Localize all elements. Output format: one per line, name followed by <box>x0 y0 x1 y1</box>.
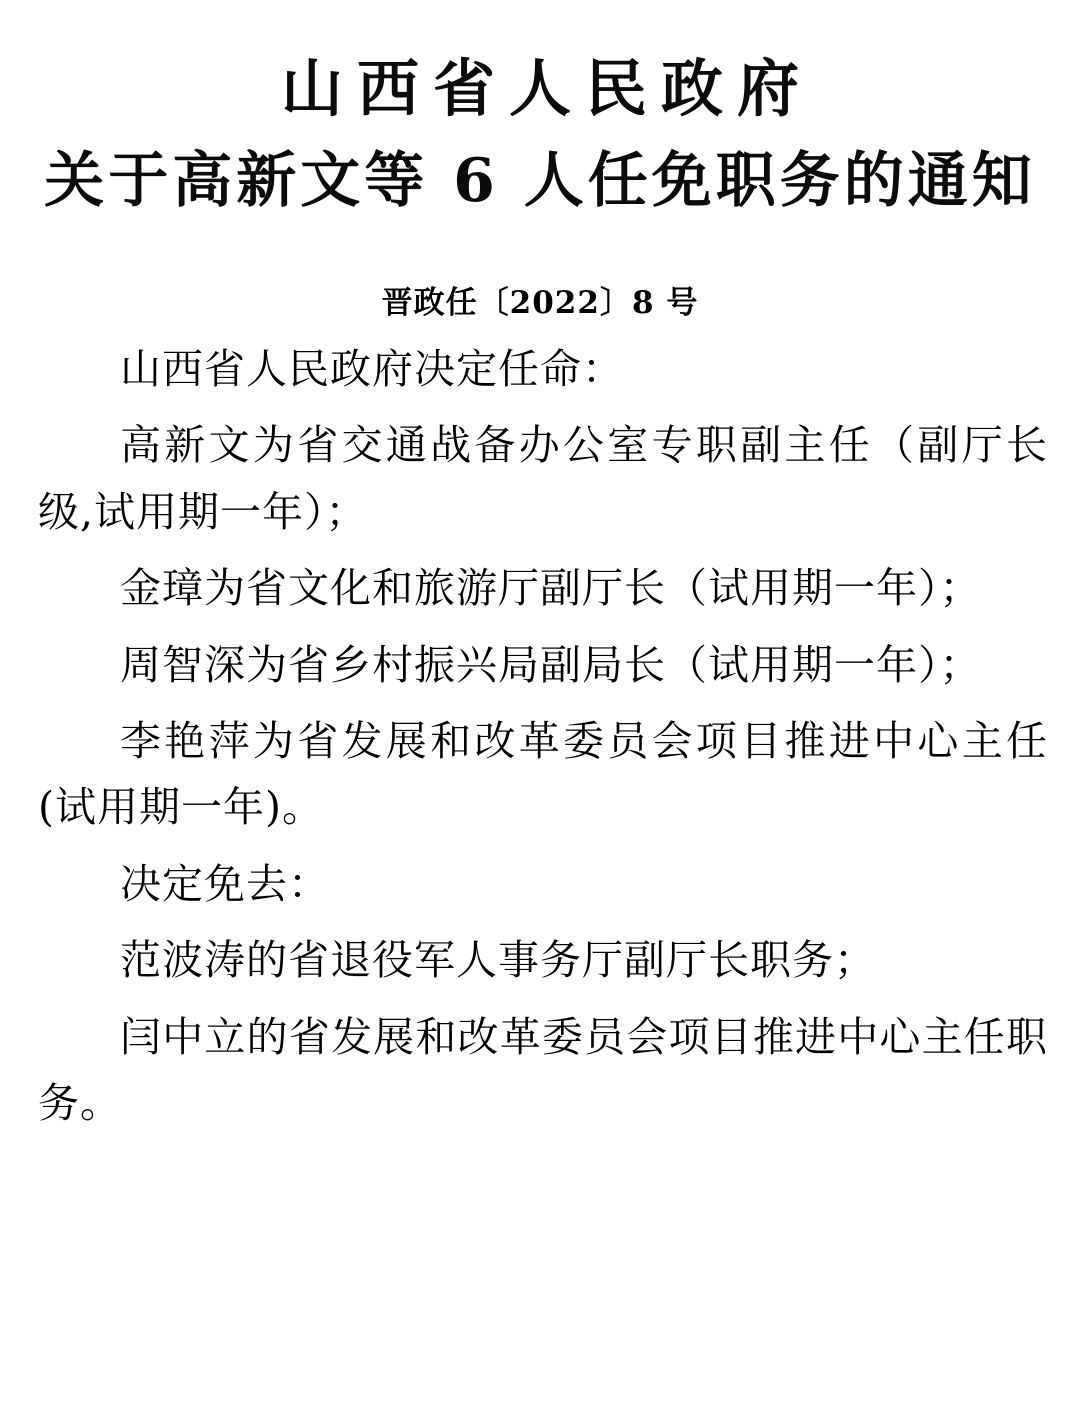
page-title-line-2: 关于高新文等 6 人任免职务的通知 <box>44 145 1036 216</box>
body-paragraph: 高新文为省交通战备办公室专职副主任（副厅长级,试用期一年）； <box>38 421 1048 536</box>
document-title-block <box>24 48 1056 221</box>
document-reference-number: 晋政任〔2022〕8 号 <box>381 285 699 322</box>
document-body <box>24 336 1056 1136</box>
body-paragraph: 李艳萍为省发展和改革委员会项目推进中心主任(试用期一年)。 <box>38 717 1048 832</box>
body-paragraph: 决定免去： <box>120 859 330 908</box>
body-paragraph: 山西省人民政府决定任命： <box>120 345 624 394</box>
body-paragraph: 范波涛的省退役军人事务厅副厅长职务； <box>120 936 876 985</box>
body-paragraph: 金璋为省文化和旅游厅副厅长（试用期一年）； <box>120 564 982 613</box>
body-paragraph: 周智深为省乡村振兴局副局长（试用期一年）； <box>120 640 982 689</box>
body-paragraph: 闫中立的省发展和改革委员会项目推进中心主任职务。 <box>38 1012 1048 1128</box>
page-title-line-1: 山西省人民政府 <box>280 52 813 125</box>
